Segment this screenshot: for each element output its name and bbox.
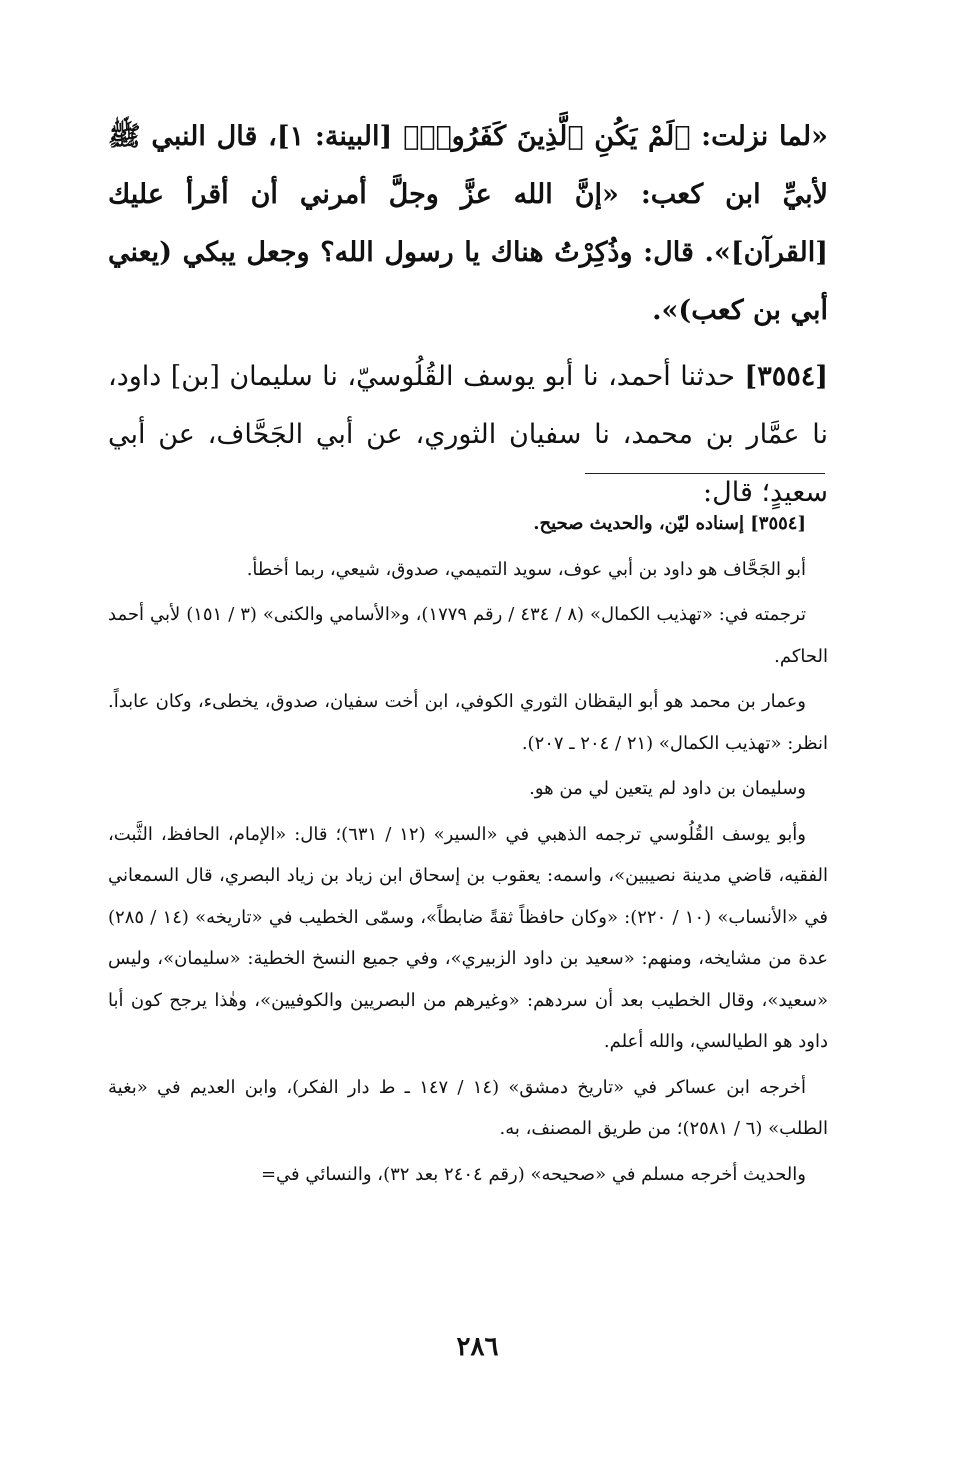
hadith-isnad-text: حدثنا أحمد، نا أبو يوسف القُلُوسيّ، نا سليمان [بن] داود، نا عمَّار بن محمد، نا سفيان الثوري، عن أبي الجَحَّاف، عن أبي سعيدٍ؛ قال: xyxy=(108,361,828,508)
footnote-paragraph: أبو الجَحَّاف هو داود بن أبي عوف، سويد التميمي، صدوق، شيعي، ربما أخطأ. xyxy=(246,558,806,580)
footnote-paragraph: ترجمته في: «تهذيب الكمال» (٨ / ٤٣٤ / رقم ١٧٧٩)، و«الأسامي والكنى» (٣ / ١٥١) لأبي أحمد الحاكم. xyxy=(108,604,828,667)
hadith-number: [٣٥٥٤] xyxy=(744,361,828,392)
footnote-paragraph: وأبو يوسف القُلُوسي ترجمه الذهبي في «السير» (١٢ / ٦٣١)؛ قال: «الإمام، الحافظ، الثَّبت، الفقيه، قاضي مدينة نصيبين»، واسمه: يعقوب بن إسحاق ابن زياد بن زياد البصري، قال السمعاني في «الأنساب» (١٠ / ٢٢٠): «وكان حافظاً ثقةً ضابطاً»، وسمّى الخطيب في «تاريخه» (١٤ / ٢٨٥) عدة من مشايخه، ومنهم: «سعيد بن داود الزبيري»، وفي جميع النسخ الخطية: «سليمان»، وليس «سعيد»، وقال الخطيب بعد أن سردهم: «وغيرهم من البصريين والكوفيين»، وهٰذا يرجح كون أبا داود هو الطيالسي، والله أعلم. xyxy=(108,823,828,1052)
footnote-paragraph: أخرجه ابن عساكر في «تاريخ دمشق» (١٤ / ١٤٧ ـ ط دار الفكر)، وابن العديم في «بغية الطلب» (٦ / ٢٥٨١)؛ من طريق المصنف، به. xyxy=(108,1076,828,1139)
main-text xyxy=(108,108,828,522)
footnotes xyxy=(108,503,828,1199)
footnote-paragraph: والحديث أخرجه مسلم في «صحيحه» (رقم ٢٤٠٤ بعد ٣٢)، والنسائي في= xyxy=(260,1163,806,1185)
page-number: ٢٨٦ xyxy=(456,1332,499,1362)
hadith-isnad-paragraph xyxy=(108,348,828,522)
hadith-text-paragraph: «لما نزلت: ﴿لَمْ يَكُنِ ٱلَّذِينَ كَفَرُوا۟﴾ [البينة: ١]، قال النبي ﷺ لأبيِّ ابن كعب: «إنَّ الله عزَّ وجلَّ أمرني أن أقرأ عليك [القرآن]». قال: وذُكِرْتُ هناك يا رسول الله؟ وجعل يبكي (يعني أبي بن كعب)». xyxy=(108,121,828,326)
footnote-paragraph: وعمار بن محمد هو أبو اليقظان الثوري الكوفي، ابن أخت سفيان، صدوق، يخطىء، وكان عابداً. انظر: «تهذيب الكمال» (٢١ / ٢٠٤ ـ ٢٠٧). xyxy=(108,691,828,754)
footnote-separator xyxy=(585,473,825,474)
footnote-paragraph: وسليمان بن داود لم يتعين لي من هو. xyxy=(529,778,806,799)
footnote-heading: [٣٥٥٤] إسناده ليّن، والحديث صحيح. xyxy=(533,513,806,534)
